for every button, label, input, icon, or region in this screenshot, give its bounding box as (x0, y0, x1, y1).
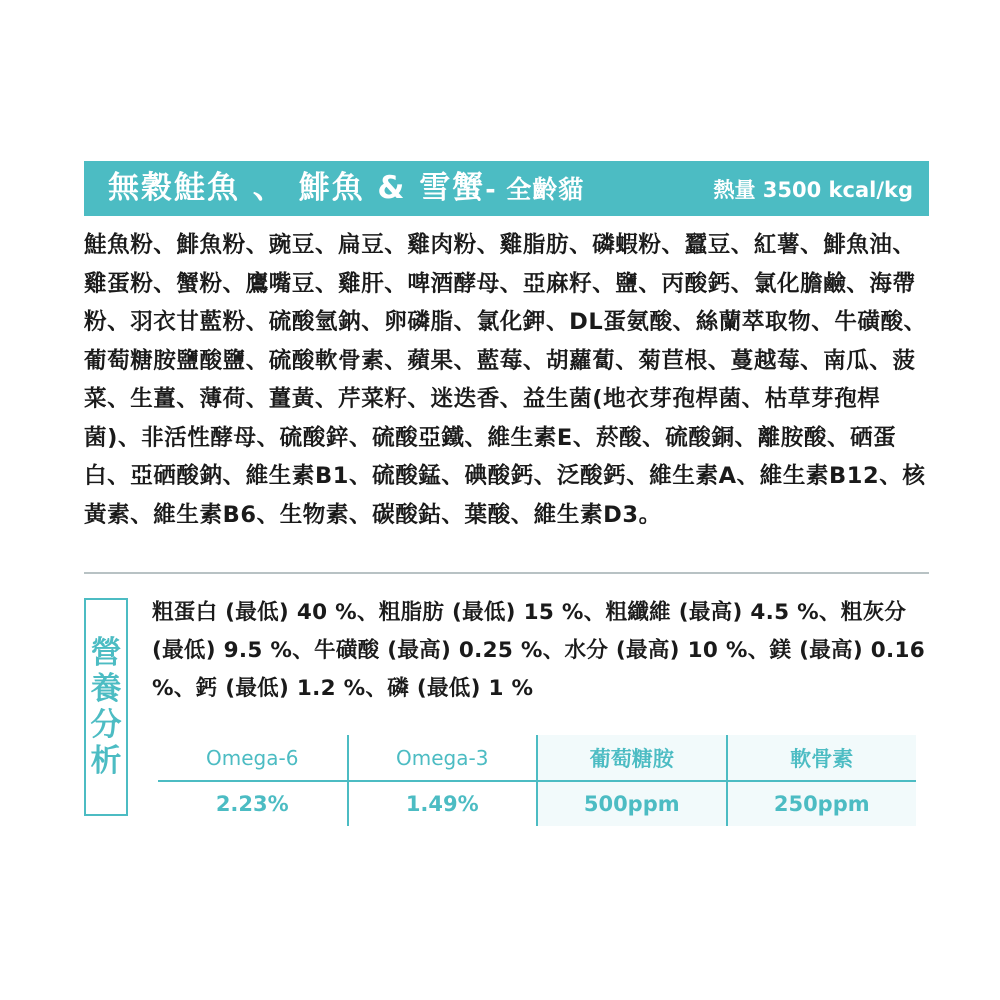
nutrition-section-label (84, 598, 128, 816)
nutrient-table-value-row (158, 781, 916, 826)
table-header-glucosamine: 葡萄糖胺 (537, 735, 727, 781)
product-subtitle: - 全齡貓 (485, 175, 585, 204)
table-value-omega3: 1.49% (348, 781, 538, 826)
nutrition-label-char: 析 (90, 743, 122, 779)
calorie-info: 熱量 3500 kcal/kg (713, 178, 913, 202)
table-header-chondroitin: 軟骨素 (727, 735, 917, 781)
guaranteed-analysis: 粗蛋白 (最低) 40 %、粗脂肪 (最低) 15 %、粗纖維 (最高) 4.5 %、粗灰分 (最低) 9.5 %、牛磺酸 (最高) 0.25 %、水分 (最高) 10 %、鎂 (最高) 0.16 %、鈣 (最低) 1.2 %、磷 (最低) 1 % (152, 600, 925, 701)
table-value-glucosamine: 500ppm (537, 781, 727, 826)
nutrition-label-char: 養 (90, 671, 122, 707)
nutrition-label-char: 分 (90, 707, 122, 743)
section-divider (84, 572, 929, 574)
product-title (108, 167, 584, 211)
product-name: 無穀鮭魚 、 鯡魚 & 雪蟹 (108, 170, 486, 206)
table-header-omega3: Omega-3 (348, 735, 538, 781)
ingredient-list: 鮭魚粉、鯡魚粉、豌豆、扁豆、雞肉粉、雞脂肪、磷蝦粉、蠶豆、紅薯、鯡魚油、雞蛋粉、蟹粉、鷹嘴豆、雞肝、啤酒酵母、亞麻籽、鹽、丙酸鈣、氯化膽鹼、海帶粉、羽衣甘藍粉、硫酸氫鈉、卵磷脂、氯化鉀、DL蛋氨酸、絲蘭萃取物、牛磺酸、葡萄糖胺鹽酸鹽、硫酸軟骨素、蘋果、藍莓、胡蘿蔔、菊苣根、蔓越莓、南瓜、菠菜、生薑、薄荷、薑黃、芹菜籽、迷迭香、益生菌(地衣芽孢桿菌、枯草芽孢桿菌)、非活性酵母、硫酸鋅、硫酸亞鐵、維生素E、菸酸、硫酸銅、離胺酸、硒蛋白、亞硒酸鈉、維生素B1、硫酸錳、碘酸鈣、泛酸鈣、維生素A、維生素B12、核黃素、維生素B6、生物素、碳酸鈷、葉酸、維生素D3。 (84, 232, 927, 528)
table-header-omega6: Omega-6 (158, 735, 348, 781)
nutrient-table (158, 735, 916, 826)
header-bar (84, 161, 929, 216)
nutrition-label-char: 營 (90, 635, 122, 671)
table-value-chondroitin: 250ppm (727, 781, 917, 826)
nutrient-table-header-row (158, 735, 916, 781)
table-value-omega6: 2.23% (215, 792, 289, 816)
